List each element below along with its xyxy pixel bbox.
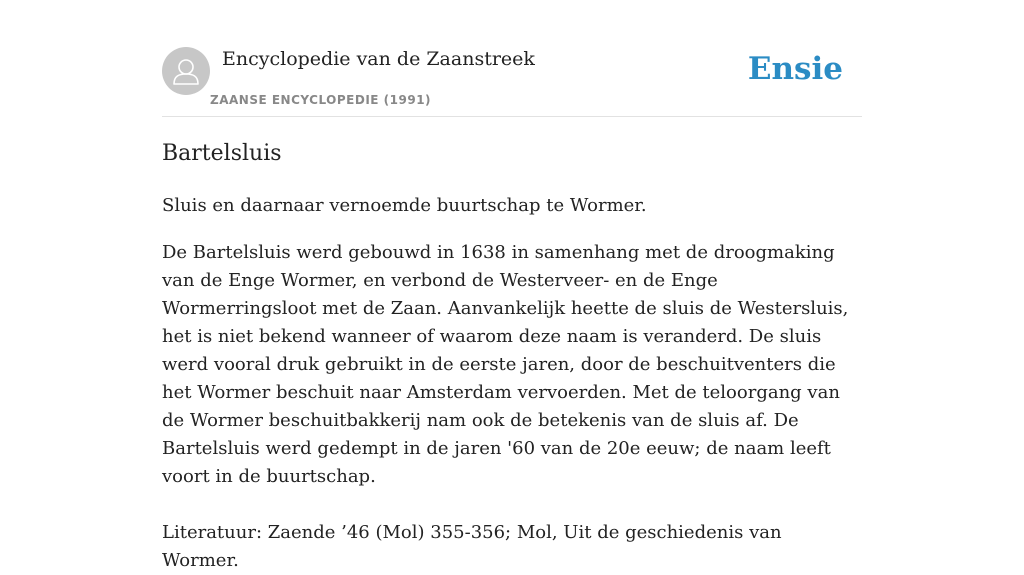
entry-literature: Literatuur: Zaende ’46 (Mol) 355-356; Mol, Uit de geschiedenis van Wormer. [162, 522, 782, 571]
source-subtitle: ZAANSE ENCYCLOPEDIE (1991) [210, 93, 432, 107]
avatar[interactable] [162, 47, 210, 95]
entry-paragraph: De Bartelsluis werd gebouwd in 1638 in samenhang met de droogmaking van de Enge Wormer, en verbond de Westerveer- en de Enge Wormerringsloot met de Zaan. Aanvankelijk heette de sluis de Westersluis, het is niet bekend wanneer of waarom deze naam is veranderd. De sluis werd vooral druk gebruikt in de eerste jaren, door de beschuitventers die het Wormer beschuit naar Amsterdam vervoerden. Met de teloorgang van de Wormer beschuitbakkerij nam ook de betekenis van de sluis af. De Bartelsluis werd gedempt in de jaren '60 van de 20e eeuw; de naam leeft voort in de buurtschap. [162, 242, 849, 487]
source-title[interactable]: Encyclopedie van de Zaanstreek [222, 48, 535, 70]
entry-paragraph: Sluis en daarnaar vernoemde buurtschap te Wormer. [162, 195, 647, 216]
ensie-logo[interactable]: Ensie [747, 51, 843, 87]
user-icon [162, 47, 210, 95]
entry-content [162, 136, 862, 575]
entry-title: Bartelsluis [162, 141, 282, 166]
page-header [162, 46, 862, 117]
